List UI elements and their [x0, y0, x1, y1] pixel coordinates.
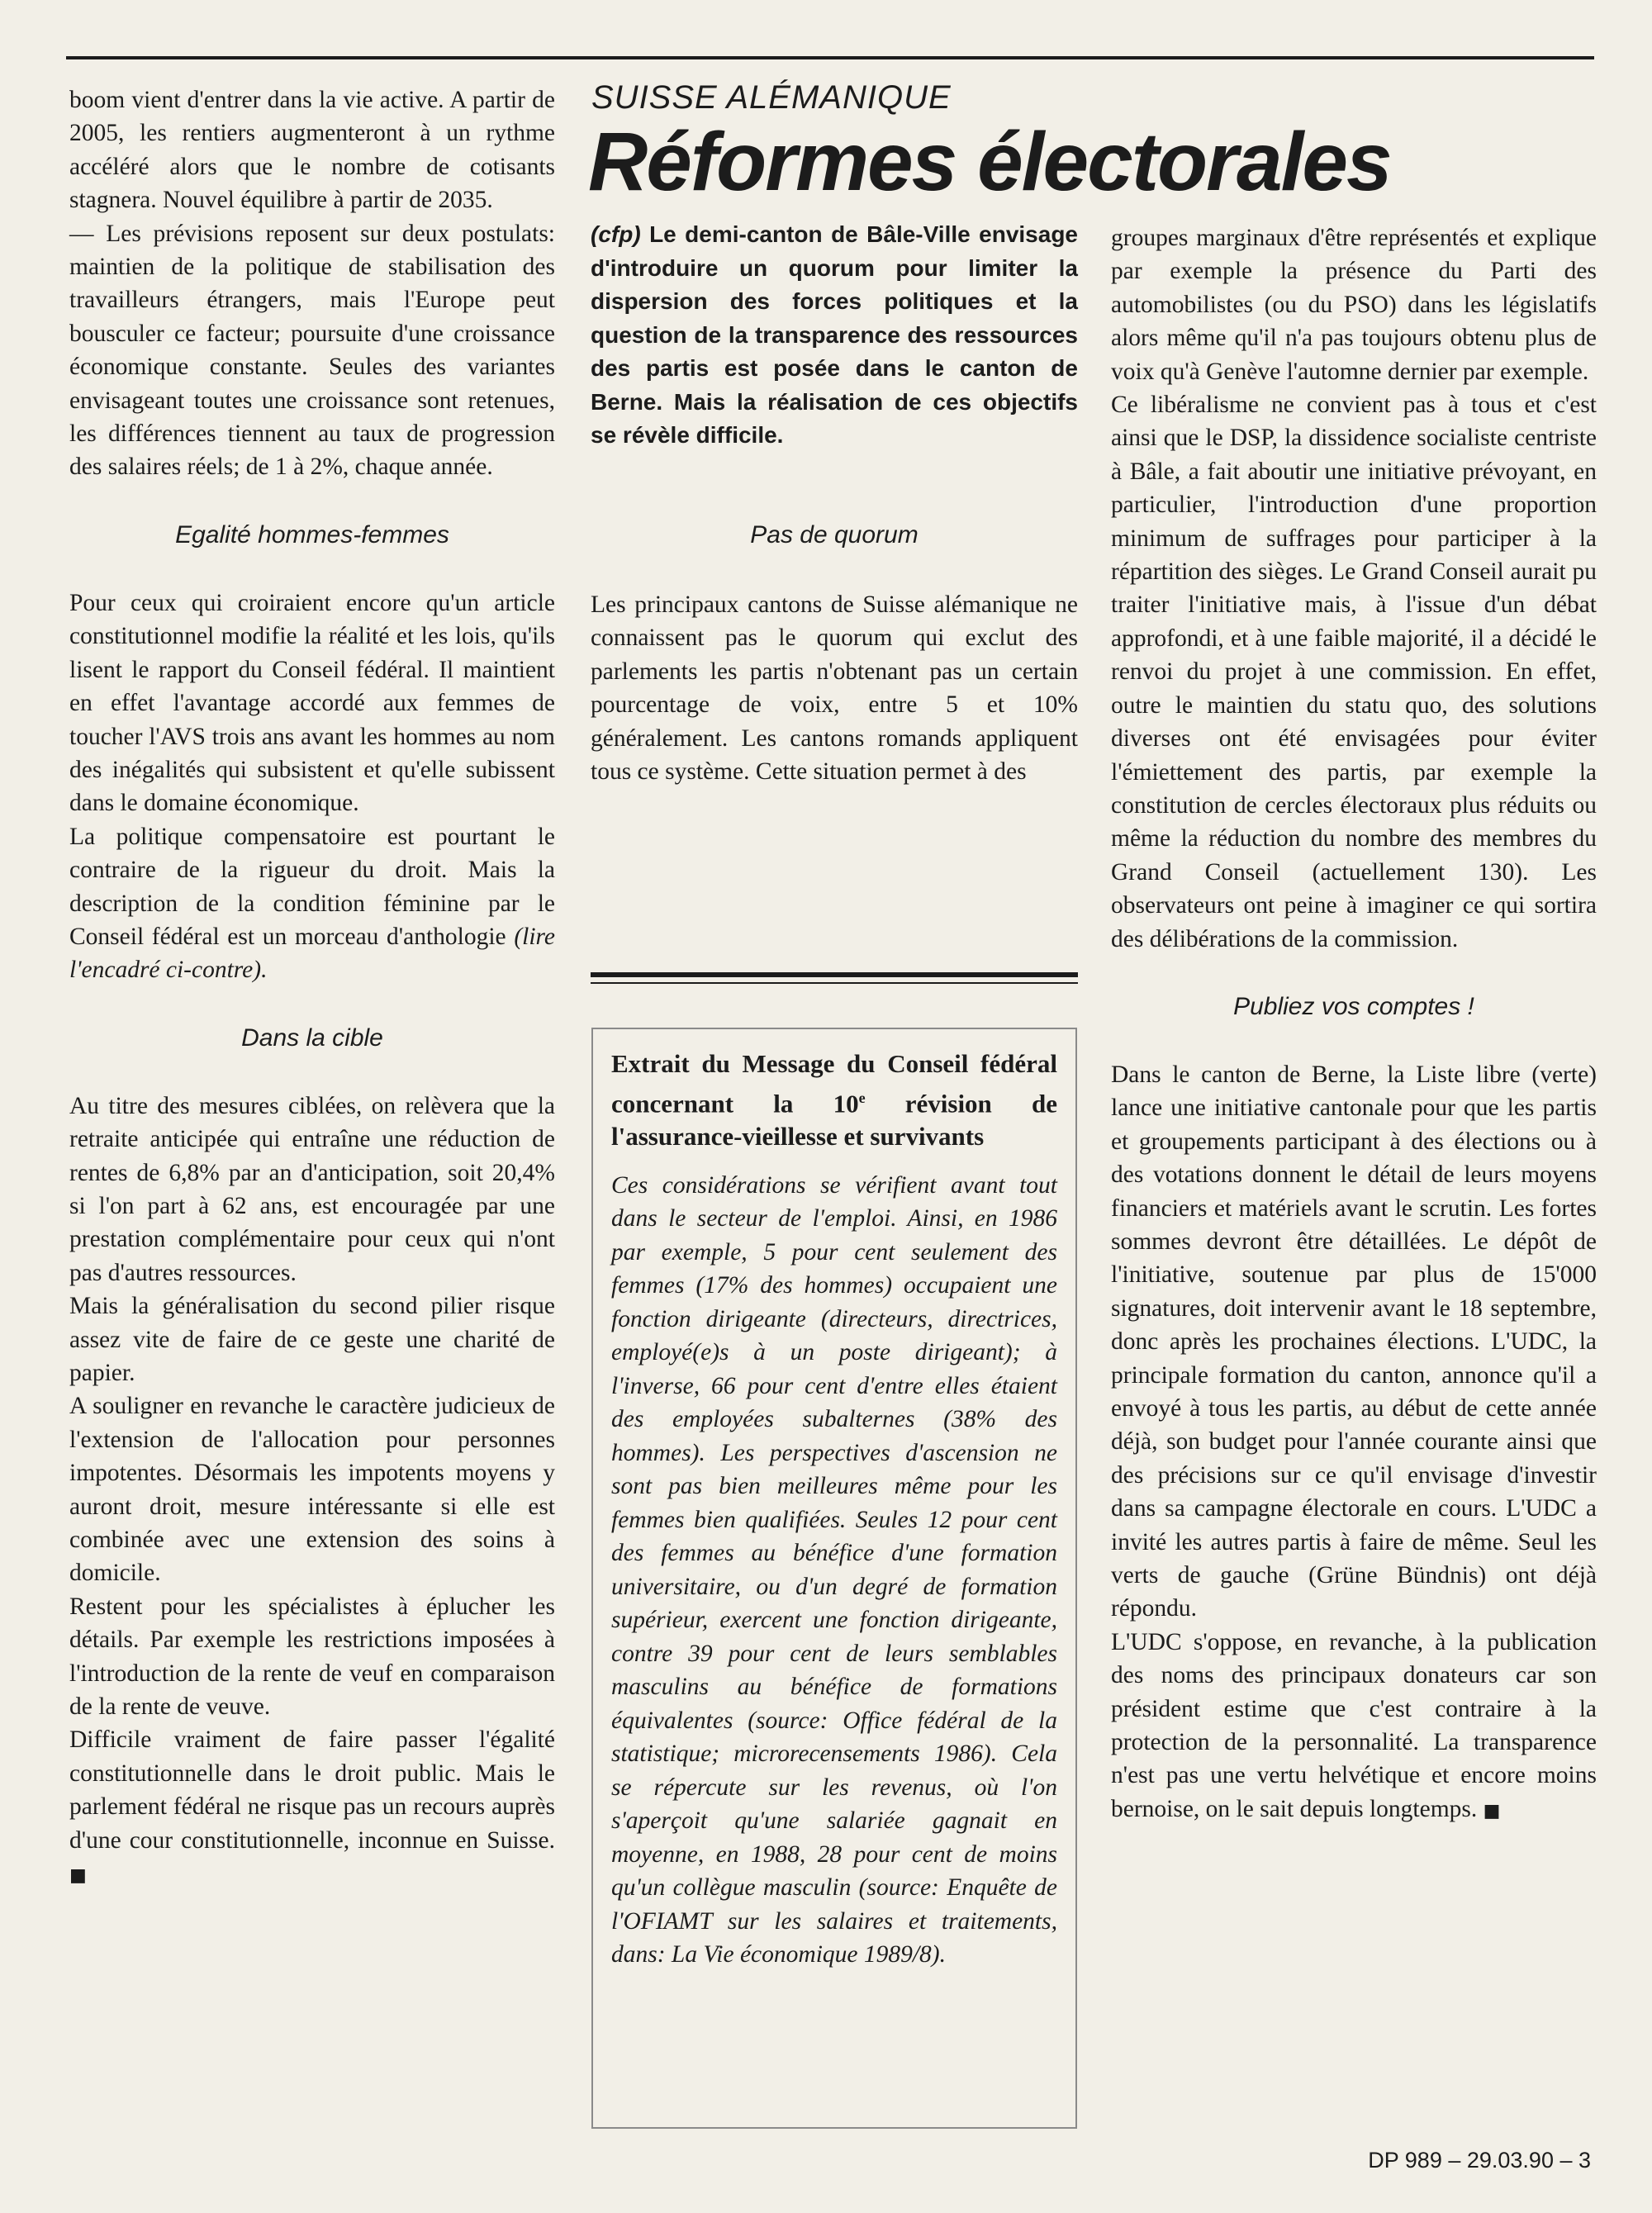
box-title-sup: e — [858, 1089, 866, 1106]
right-column — [1111, 221, 1597, 1828]
subheading: Pas de quorum — [750, 521, 919, 549]
paragraph: Restent pour les spécialistes à éplucher les détails. Par exemple les restrictions imposées à l'introduction de la rente de veuf en comparaison de la rente de veuve. — [69, 1593, 555, 1721]
paragraph — [1111, 1626, 1597, 1828]
box-title-text: révision de l'assurance-vieillesse et survivants — [611, 1088, 1057, 1152]
page-footer: DP 989 – 29.03.90 – 3 — [1368, 2148, 1591, 2173]
paragraph: Les principaux cantons de Suisse alémanique ne connaissent pas le quorum qui exclut des parlements les partis n'obtenant pas un certain pourcentage de voix, entre 5 et 10% généralement. Les cantons romands appliquent tous ce système. Cette situation permet à des — [591, 591, 1078, 786]
paragraph: Dans le canton de Berne, la Liste libre (verte) lance une initiative cantonale pour que les partis et groupements participant à des élections ou à des votations donnent le détail de leurs moyens financiers et matériels avant le scrutin. Les fortes sommes devront être détaillées. Le dépôt de l'initiative, soutenue par plus de 15'000 signatures, doit intervenir avant le 18 septembre, donc après les prochaines élections. L'UDC, la principale formation du canton, annonce qu'il a envoyé à tous les partis, au début de cette année déjà, son budget pour l'année courante ainsi que des précisions sur ce qu'il envisage d'investir dans sa campagne électorale en cours. L'UDC a invité les autres partis à faire de même. Seul les verts de gauche (Grüne Bündnis) ont déjà répondu. — [1111, 1061, 1597, 1622]
author-tag: (cfp) — [591, 221, 641, 247]
middle-column — [591, 588, 1078, 788]
box-body: Ces considérations se vérifient avant tout dans le secteur de l'emploi. Ainsi, en 1986 par exemple, 5 pour cent seulement des femmes (17% des hommes) occupaient une fonction dirigeante (directeurs, directrices, employé(e)s à un poste dirigeant); à l'inverse, 66 pour cent d'entre elles étaient des employées subalternes (38% des hommes). Les perspectives d'ascension ne sont pas bien meilleures même pour les femmes bien qualifiées. Seules 12 pour cent des femmes au bénéfice d'une formation universitaire, ou d'un degré de formation supérieur, exercent une fonction dirigeante, contre 39 pour cent de leurs semblables masculins au bénéfice de formations équivalentes (source: Office fédéral de la statistique; microrecensements 1986). Cela se répercute sur les revenus, où l'on s'aperçoit qu'une salariée gagnait en moyenne, en 1988, 28 pour cent de moins qu'un collègue masculin (source: Enquête de l'OFIAMT sur les salaires et traitements, dans: La Vie économique 1989/8). — [611, 1171, 1057, 1968]
end-mark: ■ — [69, 1865, 87, 1887]
subheading: Egalité hommes-femmes — [175, 520, 449, 549]
paragraph: — Les prévisions reposent sur deux postulats: maintien de la politique de stabilisation des travailleurs étrangers, mais l'Europe peut bousculer ce facteur; poursuite d'une croissance économique constante. Seules des variantes envisageant toutes une croissance sont retenues, les différences tiennent au taux de progression des salaires réels; de 1 à 2%, chaque année. — [69, 220, 555, 481]
paragraph-text: L'UDC s'oppose, en revanche, à la publication des noms des principaux donateurs car son président estime que c'est contraire à la protection de la personnalité. La transparence n'est pas une vertu helvétique et encore moins bernoise, on le sait depuis longtemps. — [1111, 1628, 1597, 1822]
paragraph: boom vient d'entrer dans la vie active. A partir de 2005, les rentiers augmenteront à un rythme accéléré alors que le nombre de cotisants stagnera. Nouvel équilibre à partir de 2035. — [69, 87, 555, 214]
left-column — [69, 83, 555, 1893]
paragraph: Mais la généralisation du second pilier risque assez vite de faire de ce geste une charité de papier. — [69, 1293, 555, 1386]
cross-reference: (lire l'encadré ci-contre). — [69, 923, 556, 984]
paragraph: Au titre des mesures ciblées, on relèvera que la retraite anticipée qui entraîne une réduction de rentes de 6,8% par an d'anticipation, soit 20,4% si l'on part à 62 ans, est encouragée par une prestation complémentaire pour ceux qui n'ont pas d'autres ressources. — [69, 1092, 555, 1286]
paragraph: Ce libéralisme ne convient pas à tous et c'est ainsi que le DSP, la dissidence socialiste centriste à Bâle, a fait aboutir une initiative prévoyant, en particulier, l'introduction d'une proportion minimum de suffrages pour participer à la répartition des sièges. Le Grand Conseil aurait pu traiter l'initiative mais, à l'issue d'un débat approfondi, et à une faible majorité, il a décidé le renvoi du projet à une commission. En effet, outre le maintien du statu quo, des solutions diverses ont été envisagées pour éviter l'émiettement des partis, par exemple la constitution de cercles électoraux plus réduits ou même la réduction du nombre des membres du Grand Conseil (actuellement 130). Les observateurs ont peine à imaginer ce qui sortira des délibérations de la commission. — [1111, 392, 1597, 952]
paragraph: Pour ceux qui croiraient encore qu'un article constitutionnel modifie la réalité et les lois, qu'ils lisent le rapport du Conseil fédéral. Il maintient en effet l'avantage accordé aux femmes de toucher l'AVS trois ans avant les hommes au nom des inégalités qui subsistent et qu'elle subissent dans le domaine économique. — [69, 589, 555, 817]
lede — [591, 218, 1078, 453]
box-title-text: Extrait du Message du Conseil fédéral concernant la 10 — [611, 1049, 1057, 1118]
subheading: Dans la cible — [241, 1023, 383, 1052]
paragraph: groupes marginaux d'être représentés et explique par exemple la présence du Parti des automobilistes (ou du PSO) dans les législatifs alors même qu'il n'a pas toujours obtenu plus de voix qu'à Genève l'automne dernier par exemple. — [1111, 225, 1597, 385]
box-rule — [591, 982, 1078, 984]
kicker: SUISSE ALÉMANIQUE — [591, 79, 952, 116]
subheading: Publiez vos comptes ! — [1233, 992, 1474, 1020]
paragraph-text: Difficile vraiment de faire passer l'égalité constitutionnelle dans le droit public. Mais le parlement fédéral ne risque pas un recours auprès d'une cour constitutionnelle, inconnue en Suisse. — [69, 1726, 555, 1854]
top-rule — [66, 56, 1594, 59]
headline: Réformes électorales — [588, 116, 1391, 208]
sidebar-box — [591, 1028, 1077, 2129]
lede-text: Le demi-canton de Bâle-Ville envisage d'introduire un quorum pour limiter la dispersion des forces politiques et la question de la transparence des ressources des partis est posée dans le canton de Berne. Mais la réalisation de ces objectifs se révèle difficile. — [591, 221, 1078, 448]
paragraph: A souligner en revanche le caractère judicieux de l'extension de l'allocation pour personnes impotentes. Désormais les impotents moyens y auront droit, mesure intéressante si elle est combinée avec une extension des soins à domicile. — [69, 1393, 555, 1587]
end-mark: ■ — [1483, 1800, 1501, 1821]
box-title — [611, 1047, 1057, 1154]
paragraph — [69, 1723, 555, 1892]
paragraph-text: La politique compensatoire est pourtant le contraire de la rigueur du droit. Mais la description de la condition féminine par le Conseil fédéral est un morceau d'anthologie — [69, 823, 555, 950]
box-rule — [591, 972, 1078, 977]
paragraph — [69, 820, 555, 987]
